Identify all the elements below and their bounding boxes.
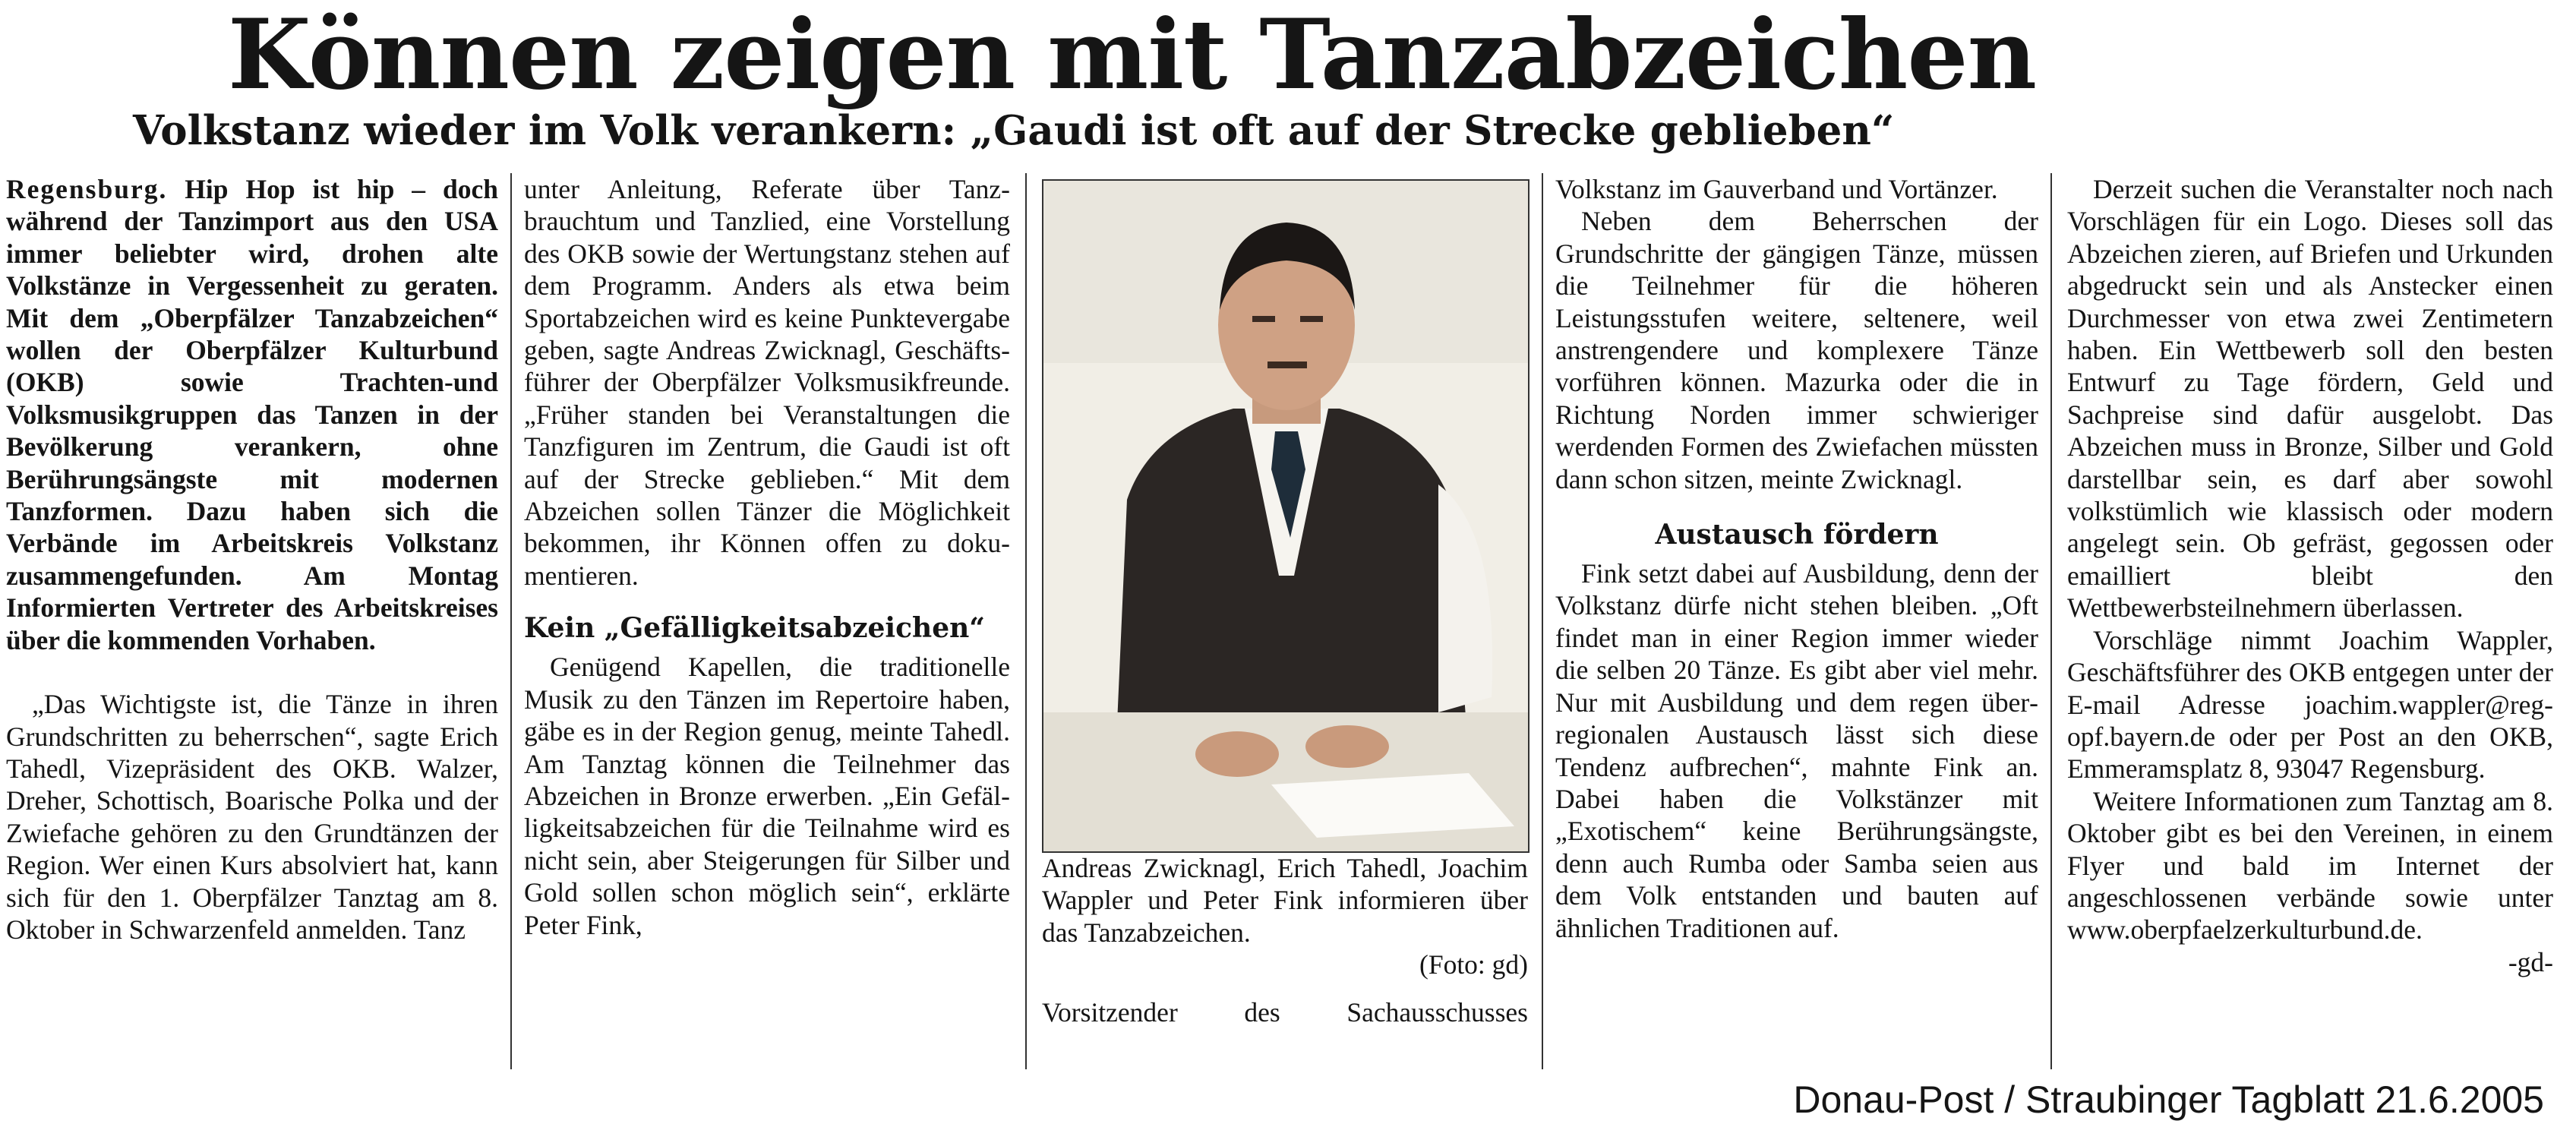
photo-credit: (Foto: gd)	[1419, 949, 1528, 980]
caption-text: Andreas Zwicknagl, Erich Tahedl, Joachim Wappler und Peter Fink informieren über das Tanzabzeichen.	[1042, 853, 1528, 948]
paragraph-6: Vorschläge nimmt Joachim Wappler, Geschäftsführer des OKB entgegen unter der E-mail Adresse joachim.wappler@reg-opf.bayern.de oder per Post an den OKB, Emmeramsplatz 8, 93047 Regensburg.	[2067, 624, 2553, 785]
photo-caption	[1042, 852, 1528, 1028]
column-1	[6, 173, 498, 946]
column-5	[2067, 173, 2553, 978]
column-2	[524, 173, 1010, 941]
photo-image	[1043, 181, 1528, 851]
paragraph-2-end: Volkstanz im Gauverband und Vortänzer.	[1555, 174, 1998, 204]
column-rule-3	[1542, 173, 1543, 1069]
column-rule-1	[510, 173, 512, 1069]
dateline-city: Regensburg.	[6, 174, 168, 204]
lead-text: Hip Hop ist hip – doch während der Tanzimport aus den USA immer beliebter wird, drohen alte Volkstänze in Vergessenheit zu geraten. Mit dem „Oberpfälzer Tanzabzeichen“ wollen der Oberpfälzer Kulturbund (OKB) sowie Trachten-und Volksmusikgruppen das Tanzen in der Bevölkerung verankern, ohne Berührungsängste mit modernen Tanzformen. Dazu haben sich die Verbände im Arbeitskreis Volkstanz zusammengefunden. Am Montag Informierten Vertreter des Arbeitskreises über die kommenden Vorhaben.	[6, 174, 499, 655]
paragraph-4: Fink setzt dabei auf Ausbildung, denn der Volkstanz dürfe nicht stehen bleiben. „Oft findet man in einer Region immer wieder die selben 20 Tänze. Es gibt aber viel mehr. Nur mit Ausbildung und dem regen überregionalen Austausch lässt sich diese Tendenz aufbrechen“, mahnte Fink an. Dabei haben die Volkstänzer mit „Exotischem“ keine Berührungsängste, denn auch Rumba oder Samba seien aus dem Volk entstanden und bauten auf ähnlichen Traditionen auf.	[1555, 558, 2038, 943]
paragraph-7: Weitere Informationen zum Tanztag am 8. Oktober gibt es bei den Vereinen, in einem Flyer und bald im Internet der angeschlossenen verbände sowie unter www.oberpfaelzerkulturbund.de.	[2067, 785, 2553, 946]
subhead-kein-gefaelligkeitsabzeichen: Kein „Gefälligkeitsabzeichen“	[524, 612, 985, 645]
article-photo	[1042, 179, 1530, 853]
subheadline: Volkstanz wieder im Volk verankern: „Gaudi ist oft auf der Strecke geblieben“	[133, 107, 1895, 154]
paragraph-2: Genügend Kapellen, die traditionelle Musik zu den Tänzen im Repertoire haben, gäbe es in der Region genug, meinte Tahedl. Am Tanztag können die Teilnehmer das Abzeichen in Bronze erwerben. „Ein Gefälligkeitsabzeichen für die Teilnahme wird es nicht sein, aber Steigerungen für Silber und Gold sollen schon möglich sein“, erklärte Peter Fink,	[524, 652, 1010, 940]
column-4	[1555, 173, 2038, 944]
lead-paragraph	[6, 173, 498, 656]
column-rule-4	[2050, 173, 2052, 1069]
paragraph-3: Neben dem Beherrschen der Grundschritte der gängigen Tänze, müssen die Teilnehmer für die höheren Leistungsstufen weitere, seltenere, weil anstrengendere und komplexere Tänze vorführen können. Mazurka oder die in Richtung Norden immer schwieriger werdenden Formen des Zwiefachen müssten dann schon sitzen, meinte Zwicknagl.	[1555, 206, 2038, 494]
source-line: Donau-Post / Straubinger Tagblatt 21.6.2005	[1793, 1078, 2544, 1121]
paragraph-1-continued: unter Anleitung, Referate über Tanzbrauchtum und Tanzlied, eine Vorstellung des OKB sowie der Wertungstanz stehen auf dem Programm. Anders als etwa beim Sportabzeichen wird es keine Punktevergabe geben, sagte Andreas Zwicknagl, Geschäftsführer der Oberpfälzer Volksmusikfreunde. „Früher standen bei Veranstaltungen die Tanzfiguren im Zentrum, die Gaudi ist oft auf der Strecke geblieben.“ Mit dem Abzeichen sollen Tänzer die Möglichkeit bekommen, ihr Können offen zu dokumentieren.	[524, 174, 1010, 591]
headline: Können zeigen mit Tanzabzeichen	[228, 0, 2037, 111]
column-rule-2	[1025, 173, 1027, 1069]
author-initials: -gd-	[2508, 946, 2553, 977]
paragraph-5: Derzeit suchen die Veranstalter noch nach Vorschlägen für ein Logo. Dieses soll das Abzeichen zieren, auf Briefen und Urkunden abgedruckt sein und als Anstecker einen Durchmesser von etwa zwei Zentimetern haben. Ein Wettbewerb soll den besten Entwurf zu Tage fördern, Geld und Sachpreise sind dafür ausgelobt. Das Abzeichen muss in Bronze, Silber und Gold darstellbar sein, es darf aber sowohl volkstümlich wie klassisch oder modern angelegt sein. Ob gefräst, gegossen oder emailliert bleibt den Wettbewerbsteilnehmern überlassen.	[2067, 174, 2553, 624]
paragraph-1: „Das Wichtigste ist, die Tänze in ihren Grundschritten zu beherrschen“, sagte Erich Tahedl, Vizepräsident des OKB. Walzer, Dreher, Schottisch, Boarische Polka und der Zwiefache gehören zu den Grundtänzen der Region. Wer einen Kurs absolviert hat, kann sich für den 1. Oberpfälzer Tanztag am 8. Oktober in Schwarzenfeld anmelden. Tanz	[6, 689, 498, 945]
subhead-austausch-foerdern: Austausch fördern	[1655, 519, 1939, 551]
paragraph-2-continued: Vorsitzender des Sachausschusses	[1042, 996, 1528, 1028]
